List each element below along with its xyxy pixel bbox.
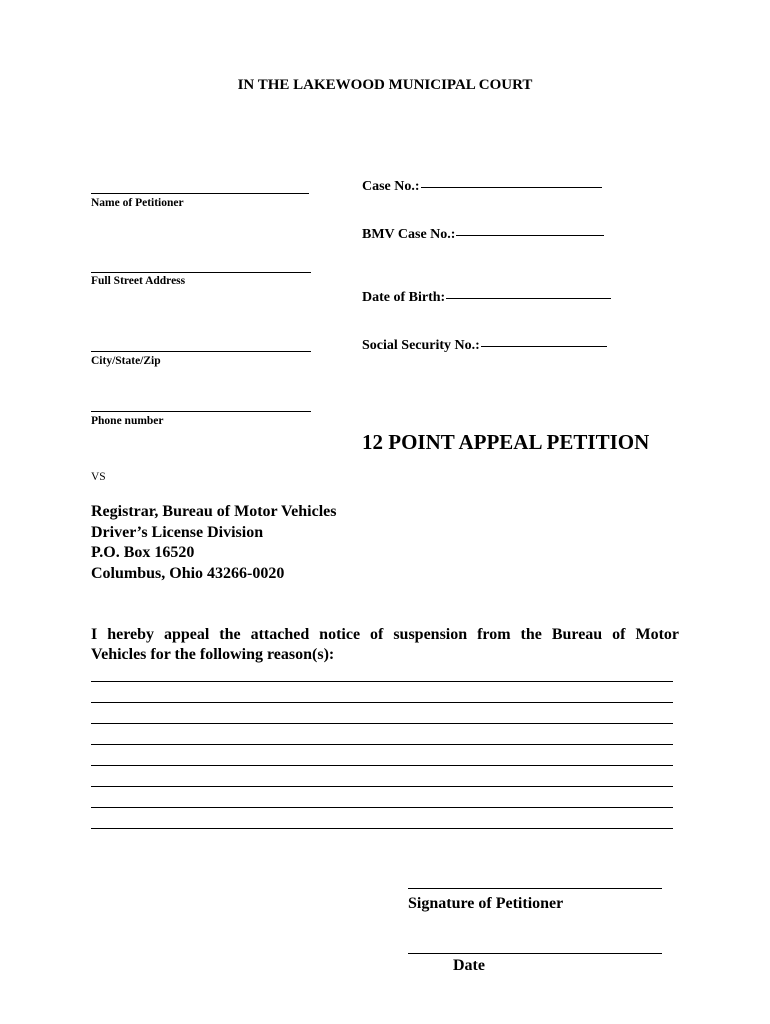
appeal-statement-line-1: I hereby appeal the attached notice of suspension from the Bureau of Motor: [91, 626, 679, 643]
date-label: Date: [453, 957, 485, 974]
date-of-birth-label: Date of Birth:: [362, 290, 446, 305]
phone-number-label: Phone number: [91, 415, 164, 427]
bmv-case-number-field: [362, 227, 604, 243]
vs-label: VS: [91, 471, 106, 483]
date-of-birth-line[interactable]: [446, 298, 611, 299]
full-street-address-label: Full Street Address: [91, 275, 186, 287]
reason-line[interactable]: [91, 807, 673, 808]
case-number-line[interactable]: [421, 187, 602, 188]
name-of-petitioner-label: Name of Petitioner: [91, 197, 184, 209]
petition-title: 12 POINT APPEAL PETITION: [362, 430, 650, 454]
social-security-number-label: Social Security No.:: [362, 338, 480, 353]
city-state-zip-line[interactable]: [91, 351, 311, 352]
date-line[interactable]: [408, 953, 662, 954]
social-security-number-field: [362, 338, 607, 354]
bmv-case-number-label: BMV Case No.:: [362, 227, 456, 242]
court-title: IN THE LAKEWOOD MUNICIPAL COURT: [237, 77, 533, 93]
case-number-label: Case No.:: [362, 179, 420, 194]
bmv-case-number-line[interactable]: [456, 235, 604, 236]
date-of-birth-field: [362, 290, 611, 306]
signature-line[interactable]: [408, 888, 662, 889]
respondent-line-4: Columbus, Ohio 43266-0020: [91, 564, 285, 582]
respondent-line-3: P.O. Box 16520: [91, 544, 195, 561]
respondent-line-1: Registrar, Bureau of Motor Vehicles: [91, 503, 337, 520]
reason-line[interactable]: [91, 702, 673, 703]
reason-line[interactable]: [91, 681, 673, 682]
signature-label: Signature of Petitioner: [408, 895, 564, 912]
phone-number-line[interactable]: [91, 411, 311, 412]
reason-line[interactable]: [91, 723, 673, 724]
reason-line[interactable]: [91, 744, 673, 745]
full-street-address-line[interactable]: [91, 272, 311, 273]
case-number-field: [362, 179, 602, 195]
reason-line[interactable]: [91, 786, 673, 787]
appeal-statement-line-2: Vehicles for the following reason(s):: [91, 646, 335, 663]
respondent-line-2: Driver’s License Division: [91, 523, 264, 541]
reason-line[interactable]: [91, 828, 673, 829]
reason-line[interactable]: [91, 765, 673, 766]
social-security-number-line[interactable]: [481, 346, 607, 347]
name-of-petitioner-line[interactable]: [91, 193, 309, 194]
city-state-zip-label: City/State/Zip: [91, 355, 161, 367]
appeal-statement: [91, 625, 679, 665]
respondent-address: [91, 502, 336, 584]
